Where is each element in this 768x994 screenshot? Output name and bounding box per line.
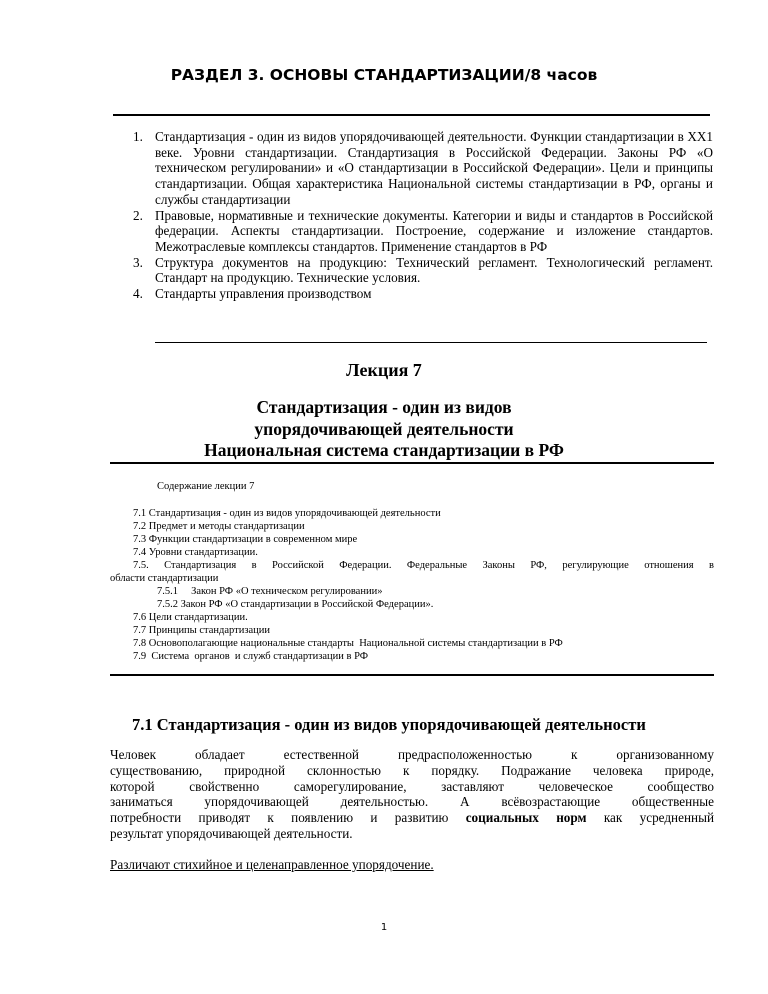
section-title: РАЗДЕЛ 3. ОСНОВЫ СТАНДАРТИЗАЦИИ/8 часов [170,66,598,84]
contents-item: 7.3 Функции стандартизации в современном мире [133,534,358,545]
topic-number: 3. [133,254,143,270]
social-norms-term: социальных норм [465,810,587,826]
divider-lecture [110,462,714,464]
topic-item [113,208,713,255]
topic-item [113,129,713,208]
divider-topics [155,342,707,343]
lecture-subtitle-line-1: Стандартизация - один из видов [256,397,512,417]
lecture-subtitle-line-3: Национальная система стандартизации в РФ [204,440,564,460]
topic-number: 4. [133,286,143,302]
topic-text: Правовые, нормативные и технические документы. Категории и виды и стандартов в Российской федерации. Аспекты стандартизации. Построение, содержание и изложение стандартов. Межотраслевые комплексы стандартов. Применение стандартов в РФ [155,207,713,254]
paragraph-line: заниматься упорядочивающей деятельностью. А всёвозрастающие общественные [110,794,714,810]
divider-top [113,114,710,116]
topic-item [113,255,713,286]
lecture-subtitle-line-2: упорядочивающей деятельности [254,419,514,439]
page-number: 1 [380,922,388,933]
contents-item: 7.9 Система органов и служб стандартизации в РФ [133,651,369,662]
contents-heading: Содержание лекции 7 [157,481,255,492]
contents-item: 7.5.2 Закон РФ «О стандартизации в Российской Федерации». [157,599,434,610]
paragraph-line: существованию, природной склонностью к порядку. Подражание человека природе, [110,762,714,778]
lecture-title: Лекция 7 [346,360,422,380]
contents-item: 7.7 Принципы стандартизации [133,625,271,636]
ordering-note: Различают стихийное и целенаправленное упорядочение. [110,857,434,872]
topics-list [113,129,713,302]
divider-contents [110,674,714,676]
paragraph-line: Человек обладает естественной предрасположенностью к организованному [110,747,714,762]
topic-text: Структура документов на продукцию: Технический регламент. Технологический регламент. Стандарт на продукцию. Технические условия. [155,254,713,286]
paragraph-fragment: потребности приводят к появлению и развитию [110,810,466,826]
paragraph-line: которой свойственно саморегулирование, заставляют человеческое сообщество [110,778,714,794]
contents-item: 7.1 Стандартизация - один из видов упорядочивающей деятельности [133,508,441,519]
topic-text: Стандартизация - один из видов упорядочивающей деятельности. Функции стандартизации в XX1 веке. Уровни стандартизации. Стандартизация в Российской Федерации. Законы РФ «О техническом регулировании» и «О стандартизации в Российской Федерации». Цели и принципы стандартизации. Общая характеристика Национальной системы стандартизации в РФ, органы и службы стандартизации [155,129,713,207]
topic-number: 2. [133,207,143,223]
contents-item: 7.5. Стандартизация в Российской Федерации. Федеральные Законы РФ, регулирующие отношения в [133,560,714,571]
contents-item: 7.5.1 Закон РФ «О техническом регулировании» [157,586,383,597]
section-71-paragraph [110,747,714,842]
topic-number: 1. [133,129,143,144]
contents-item: 7.2 Предмет и методы стандартизации [133,521,305,532]
contents-item: области стандартизации [110,573,219,584]
section-71-heading: 7.1 Стандартизация - один из видов упорядочивающей деятельности [132,715,646,734]
contents-item: 7.8 Основополагающие национальные стандарты Национальной системы стандартизации в РФ [133,638,563,649]
topic-text: Стандарты управления производством [155,286,372,302]
paragraph-line: результат упорядочивающей деятельности. [110,825,353,841]
paragraph-fragment: как усредненный [586,810,714,826]
contents-item: 7.4 Уровни стандартизации. [133,547,258,558]
paragraph-line [110,810,714,826]
topic-item [113,286,713,302]
contents-item: 7.6 Цели стандартизации. [133,612,248,623]
